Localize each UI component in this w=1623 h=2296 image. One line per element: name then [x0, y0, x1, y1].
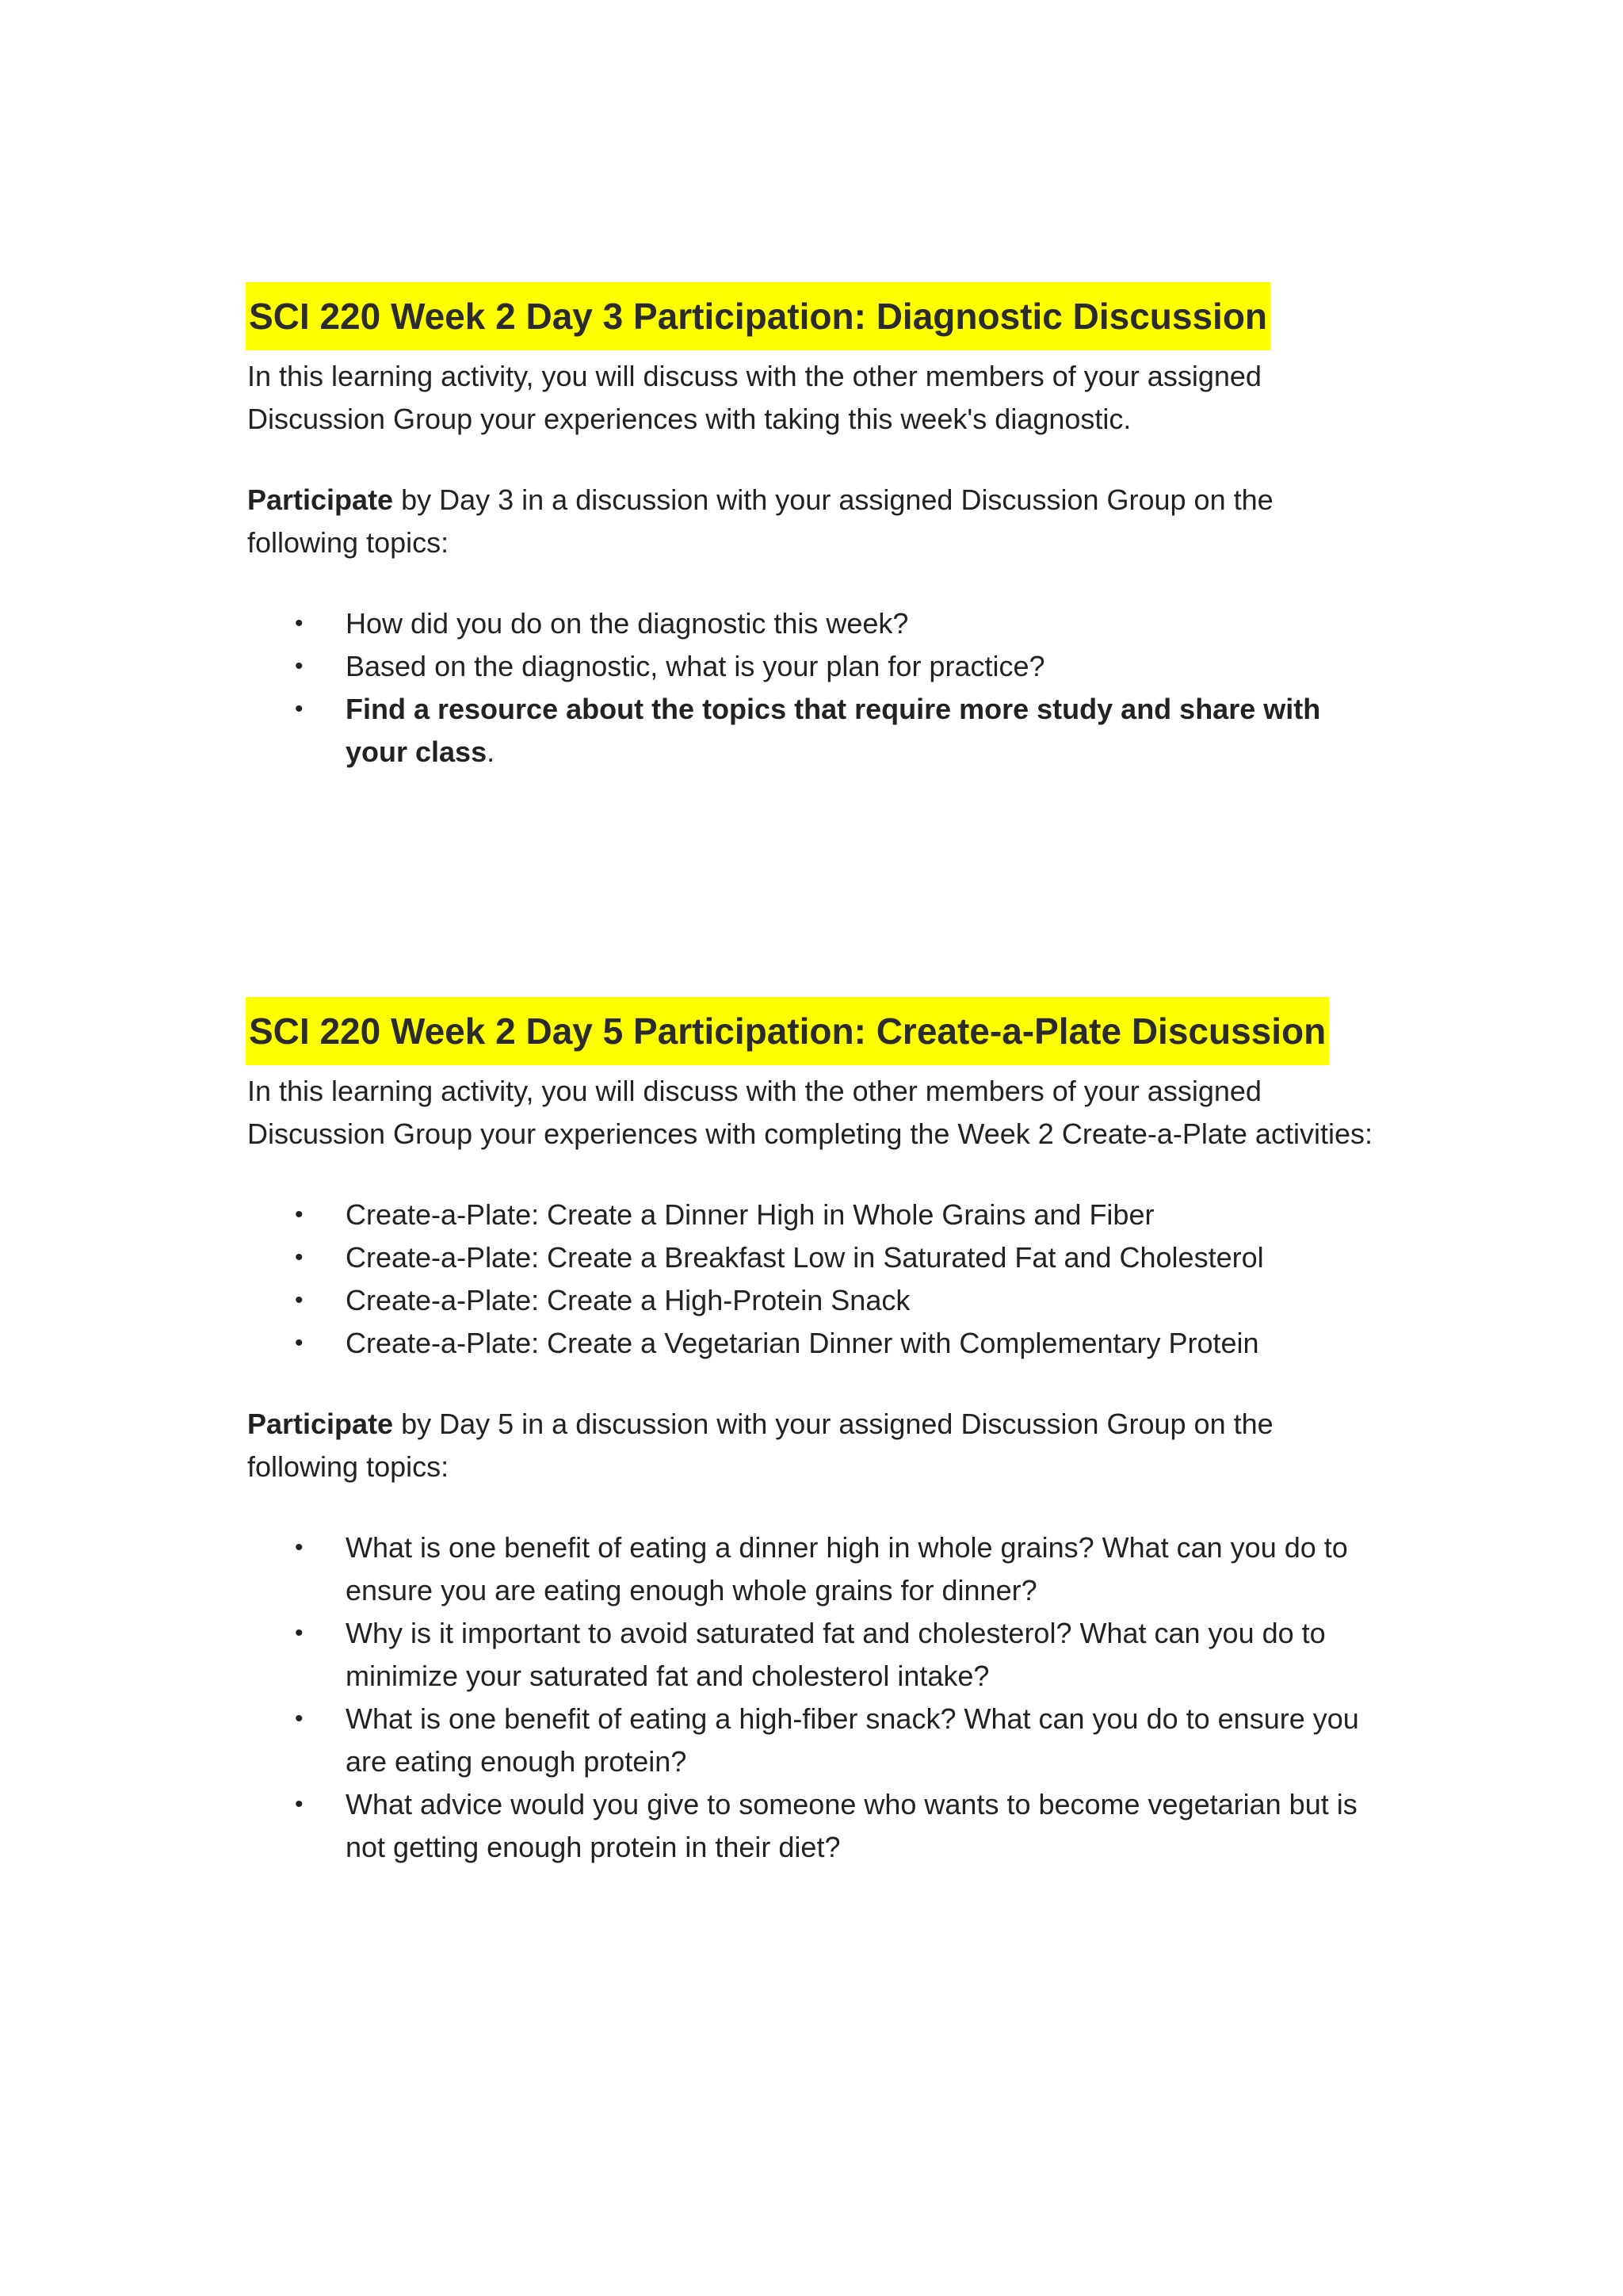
bullet-icon: • — [295, 1244, 304, 1270]
list-item-tail: . — [487, 735, 495, 768]
list-item-text: How did you do on the diagnostic this week? — [346, 607, 909, 640]
participate-paragraph — [247, 1403, 1388, 1488]
bullet-icon: • — [295, 1287, 304, 1313]
intro-paragraph: In this learning activity, you will discuss with the other members of your assigned Discussion Group your experiences with taking this week's diagnostic. — [247, 360, 1262, 435]
bullet-icon: • — [295, 1534, 304, 1561]
list-item — [247, 688, 1388, 774]
bullet-icon: • — [295, 653, 304, 679]
list-item — [247, 1526, 1388, 1612]
section-title: SCI 220 Week 2 Day 3 Participation: Diagnostic Discussion — [246, 282, 1270, 350]
section-diagnostic-discussion — [247, 282, 1388, 812]
list-item — [247, 1322, 1388, 1365]
list-item-text: Create-a-Plate: Create a Breakfast Low in Saturated Fat and Cholesterol — [346, 1241, 1264, 1274]
topic-list — [247, 602, 1388, 774]
list-item — [247, 1698, 1388, 1783]
bullet-icon: • — [295, 1620, 304, 1646]
bullet-icon: • — [295, 1706, 304, 1732]
bullet-icon: • — [295, 1201, 304, 1228]
topic-list — [247, 1526, 1388, 1869]
list-item — [247, 1612, 1388, 1698]
participate-paragraph — [247, 479, 1388, 564]
list-item — [247, 1194, 1388, 1236]
list-item — [247, 1783, 1388, 1869]
bullet-icon: • — [295, 1330, 304, 1356]
section-create-a-plate-discussion — [247, 997, 1388, 1907]
activity-list — [247, 1194, 1388, 1365]
list-item-text-bold: Find a resource about the topics that require more study and share with your class — [346, 693, 1321, 768]
list-item-text: Why is it important to avoid saturated fat and cholesterol? What can you do to minimize your saturated fat and cholesterol intake? — [346, 1617, 1326, 1692]
section-title: SCI 220 Week 2 Day 5 Participation: Create-a-Plate Discussion — [246, 997, 1329, 1065]
bullet-icon: • — [295, 696, 304, 722]
participate-text: by Day 3 in a discussion with your assigned Discussion Group on the following topics: — [247, 483, 1274, 559]
list-item-text: Create-a-Plate: Create a Vegetarian Dinner with Complementary Protein — [346, 1327, 1259, 1359]
list-item-text: Create-a-Plate: Create a High-Protein Snack — [346, 1284, 911, 1316]
list-item-text: What is one benefit of eating a dinner high in whole grains? What can you do to ensure you are eating enough whole grains for dinner? — [346, 1531, 1348, 1606]
participate-label: Participate — [247, 483, 394, 516]
list-item-text: Create-a-Plate: Create a Dinner High in Whole Grains and Fiber — [346, 1198, 1155, 1231]
list-item — [247, 602, 1388, 645]
bullet-icon: • — [295, 1791, 304, 1817]
list-item-text: Based on the diagnostic, what is your plan for practice? — [346, 650, 1045, 682]
list-item — [247, 645, 1388, 688]
list-item — [247, 1236, 1388, 1279]
list-item-text: What advice would you give to someone who wants to become vegetarian but is not getting enough protein in their diet? — [346, 1788, 1358, 1863]
participate-text: by Day 5 in a discussion with your assigned Discussion Group on the following topics: — [247, 1408, 1274, 1483]
list-item — [247, 1279, 1388, 1322]
participate-label: Participate — [247, 1408, 394, 1440]
intro-paragraph: In this learning activity, you will discuss with the other members of your assigned Discussion Group your experiences with completing the Week 2 Create-a-Plate activities: — [247, 1075, 1373, 1150]
list-item-text: What is one benefit of eating a high-fiber snack? What can you do to ensure you are eating enough protein? — [346, 1702, 1359, 1778]
bullet-icon: • — [295, 610, 304, 636]
